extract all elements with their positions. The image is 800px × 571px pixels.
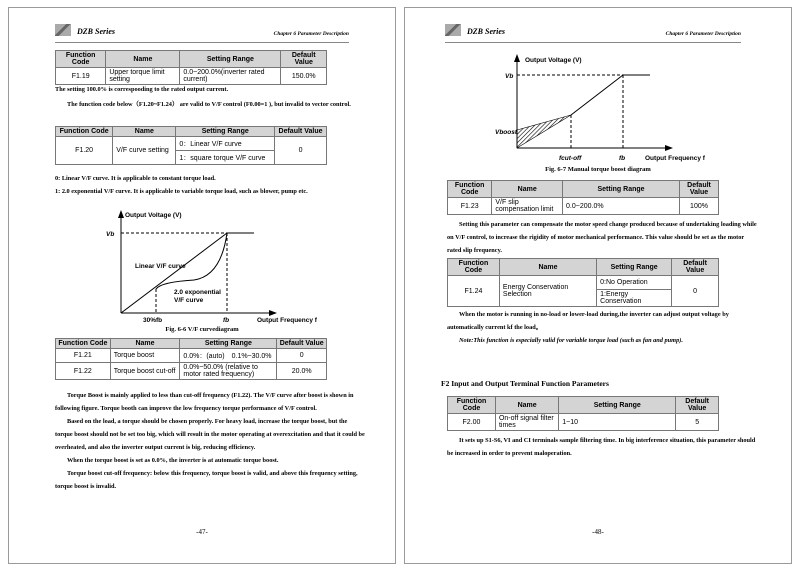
vf-curve-diagram bbox=[99, 208, 339, 326]
page-number: -47- bbox=[196, 528, 208, 536]
note: Note:This function is especially valid for variable torque load (such as fan and pump). bbox=[459, 337, 683, 344]
exp-curve-label: V/F curve bbox=[174, 297, 204, 304]
page-48 bbox=[404, 7, 792, 564]
fb-label: fb bbox=[619, 155, 626, 162]
figure-caption: Fig. 6-7 Manual torque boost diagram bbox=[545, 166, 651, 173]
fb-label: fb bbox=[223, 317, 230, 324]
y-axis-label: Output Voltage (V) bbox=[125, 212, 182, 219]
table-f2-00: Function Code Name Setting Range Default Value F2.00 On-off signal filter times 1~10 5 bbox=[447, 396, 719, 431]
page-header bbox=[445, 22, 741, 43]
series-title: DZB Series bbox=[467, 27, 505, 36]
paragraph: The setting 100.0% is correspooding to the rated output current. bbox=[55, 86, 229, 93]
x-axis-label: Output Frequency f bbox=[257, 317, 317, 324]
linear-curve-label: Linear V/F curve bbox=[135, 263, 186, 270]
paragraph: It sets up S1-S6, VI and CI terminals sample filtering time. In big interference situation, this parameter should be increased in order to prevent maloperation. bbox=[447, 437, 756, 457]
section-heading: F2 Input and Output Terminal Function Parameters bbox=[441, 379, 609, 388]
series-title: DZB Series bbox=[77, 27, 115, 36]
paragraph: The function code below（F1.20~F1.24） are valid to V/F control (F0.00=1 ), but invalid to vector control. bbox=[67, 101, 351, 108]
y-axis-label: Output Voltage (V) bbox=[525, 57, 582, 64]
torque-boost-diagram bbox=[495, 50, 735, 164]
table-f1-19: Function Code Name Setting Range Default Value F1.19 Upper torque limit setting 0.0~200.0%(inverter rated current) 150.0% bbox=[55, 50, 327, 85]
x-axis-label: Output Frequency f bbox=[645, 155, 705, 162]
paragraph: When the motor is running in no-load or lower-load during,the inverter can adjust output voltage by automatically current kf the load。 bbox=[447, 311, 729, 331]
page-number: -48- bbox=[592, 528, 604, 536]
chapter-title: Chapter 6 Parameter Description bbox=[273, 31, 349, 37]
exp-curve-label: 2.0 exponential bbox=[174, 289, 221, 296]
figure-caption: Fig. 6-6 V/F curvediagram bbox=[165, 326, 239, 333]
table-f1-20: Function Code Name Setting Range Default Value F1.20 V/F curve setting 0：Linear V/F curve 0 1：square torque V/F curve bbox=[55, 126, 327, 165]
paragraph: Setting this parameter can compensate the motor speed change produced because of undertaking loading while on V/F control, to increase the rigidity of motor mechanical performance. This value should be set as the motor rated slip frequency. bbox=[447, 221, 757, 254]
page-header bbox=[55, 22, 349, 43]
page-47 bbox=[8, 7, 396, 564]
logo bbox=[55, 24, 71, 36]
table-f1-21-22: Function Code Name Setting Range Default Value F1.21 Torque boost 0.0%：(auto) 0.1%~30.0% 0 F1.22 Torque boost cut-off 0.0%~50.0% (relative to motor rated frequency) 20.0% bbox=[55, 338, 327, 380]
fcut-label: fcut-off bbox=[559, 155, 582, 162]
logo bbox=[445, 24, 461, 36]
vb-label: Vb bbox=[106, 231, 115, 238]
chapter-title: Chapter 6 Parameter Description bbox=[665, 31, 741, 37]
paragraph: 1: 2.0 exponential V/F curve. It is applicable to variable torque load, such as blower, pump etc. bbox=[55, 188, 308, 195]
table-f1-23: Function Code Name Setting Range Default Value F1.23 V/F slip compensation limit 0.0~200.0% 100% bbox=[447, 180, 719, 215]
vb-label: Vb bbox=[505, 73, 514, 80]
vboost-label: Vboost bbox=[495, 129, 518, 136]
table-f1-24: Function Code Name Setting Range Default Value F1.24 Energy Conservation Selection 0:No Operation 0 1:Energy Conservation bbox=[447, 258, 719, 307]
fmid-label: 30%fb bbox=[143, 317, 163, 324]
paragraph: 0: Linear V/F curve. It is applicable to constant torque load. bbox=[55, 175, 216, 182]
torque-boost-text: Torque Boost is mainly applied to less than cut-off frequency (F1.22). The V/F curve after boost is shown in following figure. Torque booth can improve the low frequency torque performance of V/F control. Based on the load, a torque should be chosen properly. For heavy load, increase the torque boost, but the torque boost should not be set too big, which will result in the motor operating at overexcitation and that it could be overheated, and also the inverter output current is big, reducing efficiency. When the torque boost is set as 0.0%, the inverter is at automatic torque boost. Torque boost cut-off frequency: below this frequency, torque boost is valid, and above this frequency setting, torque boost is invalid. bbox=[55, 392, 365, 490]
